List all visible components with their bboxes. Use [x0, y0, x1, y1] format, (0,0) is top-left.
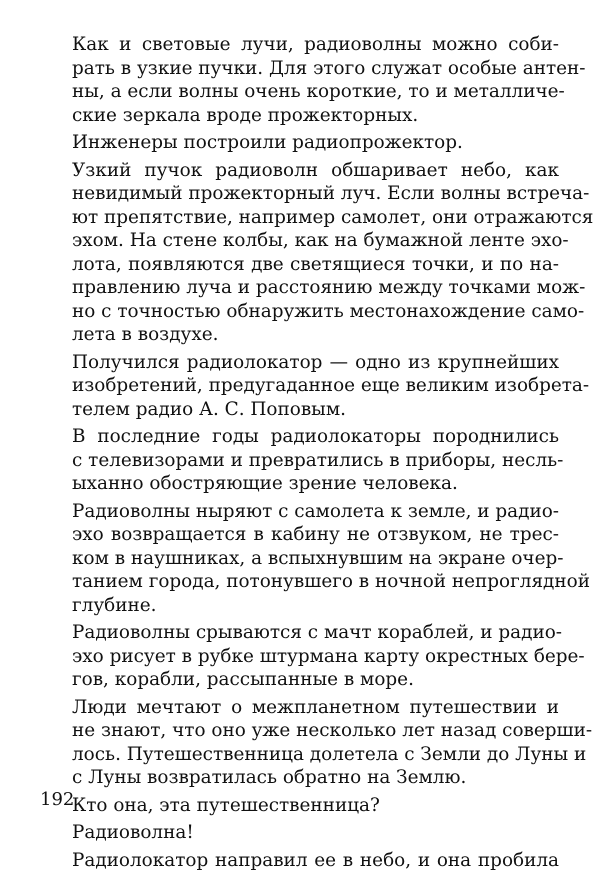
text-line: Радиолокатор направил ее в небо, и она пробила — [72, 849, 559, 871]
text-line: гов, корабли, рассыпанные в море. — [72, 669, 414, 690]
text-line: лось. Путешественница долетела с Земли до Луны и — [72, 743, 587, 765]
paragraph-5 — [72, 425, 564, 496]
text-line: глубине. — [72, 594, 157, 616]
text-line: Радиоволны срываются с мачт кораблей, и радио- — [72, 622, 562, 643]
text-line: Радиоволны ныряют с самолета к земле, и радио- — [72, 500, 560, 522]
paragraph-7 — [72, 621, 585, 692]
paragraph-4 — [72, 351, 590, 422]
text-line: но с точностью обнаружить местонахождение само- — [72, 300, 585, 322]
paragraph-10 — [72, 821, 559, 845]
text-line: телем радио А. С. Поповым. — [72, 398, 346, 420]
text-line: Узкий пучок радиоволн обшаривает небо, как — [72, 159, 559, 181]
paragraph-8 — [72, 696, 593, 790]
paragraph-1 — [72, 33, 586, 127]
text-line: Как и световые лучи, радиоволны можно соби- — [72, 34, 559, 55]
text-line: Получился радиолокатор — одно из крупнейших — [72, 351, 559, 373]
text-line: ют препятствие, например самолет, они отражаются — [72, 206, 594, 228]
text-line: ны, а если волны очень короткие, то и металличе- — [72, 81, 565, 102]
text-line: Инженеры построили радиопрожектор. — [72, 132, 463, 153]
text-line: лота, появляются две светящиеся точки, и по на- — [72, 253, 559, 275]
text-line: изобретений, предугаданное еще великим изобрета- — [72, 375, 590, 396]
paragraph-6 — [72, 500, 590, 618]
text-line: с телевизорами и превратились в приборы, несль- — [72, 449, 564, 471]
text-line: эхо рисует в рубке штурмана карту окрестных бере- — [72, 645, 585, 667]
paragraph-2 — [72, 131, 559, 155]
text-line: эхом. На стене колбы, как на бумажной ленте эхо- — [72, 230, 569, 251]
text-line: Радиоволна! — [72, 822, 194, 843]
text-line: невидимый прожекторный луч. Если волны встреча- — [72, 183, 590, 204]
paragraph-9 — [72, 794, 559, 818]
text-line: ские зеркала вроде прожекторных. — [72, 104, 419, 126]
text-line: ыханно обостряющие зрение человека. — [72, 473, 458, 494]
text-line: В последние годы радиолокаторы породнились — [72, 426, 559, 447]
text-line: Кто она, эта путешественница? — [72, 794, 380, 816]
text-line: рать в узкие пучки. Для этого служат особые антен- — [72, 57, 586, 79]
paragraph-11 — [72, 849, 559, 873]
text-line: эхо возвращается в кабину не отзвуком, не трес- — [72, 524, 559, 545]
text-line: ком в наушниках, а вспыхнувшим на экране очер- — [72, 547, 564, 569]
page-body — [72, 33, 594, 876]
text-line: не знают, что оно уже несколько лет назад соверши- — [72, 720, 593, 741]
text-line: лета в воздухе. — [72, 324, 219, 345]
text-line: Люди мечтают о межпланетном путешествии и — [72, 696, 559, 718]
text-line: правлению луча и расстоянию между точками мож- — [72, 277, 586, 298]
page-number: 192 — [40, 789, 75, 810]
paragraph-3 — [72, 159, 594, 347]
text-line: танием города, потонувшего в ночной непроглядной — [72, 571, 590, 592]
text-line: с Луны возвратилась обратно на Землю. — [72, 767, 467, 788]
